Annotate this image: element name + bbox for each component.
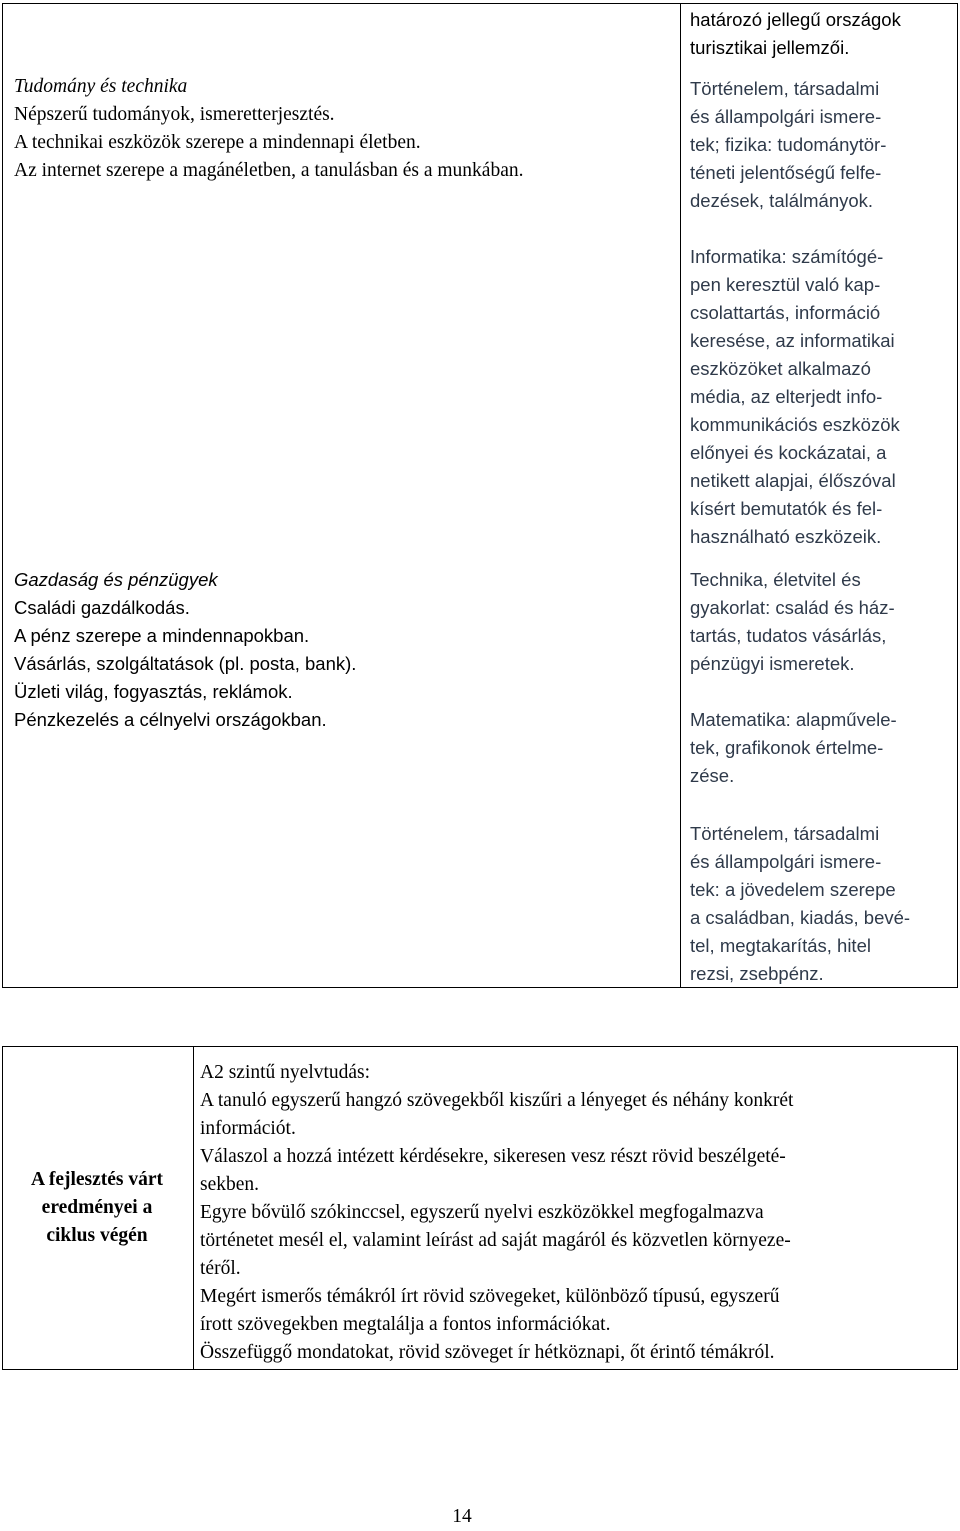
outcome-line: Egyre bővülő szókinccsel, egyszerű nyelvi eszközökkel megfogalmazva xyxy=(200,1202,764,1223)
topic-line: Üzleti világ, fogyasztás, reklámok. xyxy=(14,681,293,702)
crosslink-line: netikett alapjai, élőszóval xyxy=(690,470,896,491)
crosslink-line: tek: a jövedelem szerepe xyxy=(690,879,896,900)
outcome-line: Megért ismerős témákról írt rövid szövegeket, különböző típusú, egyszerű xyxy=(200,1286,780,1307)
outcomes-label-line: ciklus végén xyxy=(46,1225,148,1246)
outcomes-column-divider xyxy=(193,1046,194,1370)
topic-line: Pénzkezelés a célnyelvi országokban. xyxy=(14,709,327,730)
crosslink-line: kommunikációs eszközök xyxy=(690,414,900,435)
crosslink-history-science xyxy=(690,75,886,215)
crosslink-line: zése. xyxy=(690,765,735,786)
table-column-divider xyxy=(680,3,681,988)
crosslink-line: tel, megtakarítás, hitel xyxy=(690,935,871,956)
outcome-line: Összefüggő mondatokat, rövid szöveget ír hétköznapi, őt érintő témákról. xyxy=(200,1342,775,1363)
crosslink-line: turisztikai jellemzői. xyxy=(690,37,850,58)
outcome-line: A tanuló egyszerű hangzó szövegekből kiszűri a lényeget és néhány konkrét xyxy=(200,1090,794,1111)
outcome-line: sekben. xyxy=(200,1174,260,1195)
crosslink-line: téneti jelentőségű felfe- xyxy=(690,162,882,183)
crosslink-line: Történelem, társadalmi xyxy=(690,78,880,99)
crosslink-line: pénzügyi ismeretek. xyxy=(690,653,855,674)
topic-line: A pénz szerepe a mindennapokban. xyxy=(14,625,310,646)
crosslink-line: rezsi, zsebpénz. xyxy=(690,963,824,984)
topic-technology xyxy=(14,73,523,185)
crosslink-line: tek; fizika: tudománytör- xyxy=(690,134,887,155)
crosslink-line: előnyei és kockázatai, a xyxy=(690,442,887,463)
crosslink-line: média, az elterjedt info- xyxy=(690,386,883,407)
crosslink-line: kísért bemutatók és fel- xyxy=(690,498,883,519)
outcomes-label-line: A fejlesztés várt xyxy=(30,1169,164,1190)
topic-line: Népszerű tudományok, ismeretterjesztés. xyxy=(14,104,335,125)
crosslink-line: Matematika: alapművele- xyxy=(690,709,897,730)
crosslink-line: tek, grafikonok értelme- xyxy=(690,737,884,758)
crosslink-line: határozó jellegű országok xyxy=(690,9,901,30)
topic-line: A technikai eszközök szerepe a mindennapi életben. xyxy=(14,132,421,153)
crosslink-line: gyakorlat: család és ház- xyxy=(690,597,895,618)
outcomes-label xyxy=(4,1166,190,1250)
outcomes-label-line: eredményei a xyxy=(41,1197,153,1218)
topic-line: Vásárlás, szolgáltatások (pl. posta, bank). xyxy=(14,653,357,674)
crosslink-history-income xyxy=(690,820,910,988)
topic-line: Családi gazdálkodás. xyxy=(14,597,190,618)
outcome-line: A2 szintű nyelvtudás: xyxy=(200,1062,371,1083)
crosslink-line: Informatika: számítógé- xyxy=(690,246,884,267)
topic-economy xyxy=(14,566,356,734)
topic-line: Az internet szerepe a magánéletben, a tanulásban és a munkában. xyxy=(14,160,524,181)
topic-heading: Gazdaság és pénzügyek xyxy=(14,569,218,590)
crosslink-line: Technika, életvitel és xyxy=(690,569,861,590)
crosslink-line: pen keresztül való kap- xyxy=(690,274,881,295)
crosslink-line: a családban, kiadás, bevé- xyxy=(690,907,911,928)
outcome-line: téről. xyxy=(200,1258,241,1279)
outcome-line: történetet mesél el, valamint leírást ad saját magáról és közvetlen környeze- xyxy=(200,1230,791,1251)
crosslink-geography xyxy=(690,6,901,62)
crosslink-line: és állampolgári ismere- xyxy=(690,851,882,872)
crosslink-line: használható eszközeik. xyxy=(690,526,882,547)
outcome-line: írott szövegekben megtalálja a fontos információkat. xyxy=(200,1314,611,1335)
crosslink-line: tartás, tudatos vásárlás, xyxy=(690,625,887,646)
crosslink-technics xyxy=(690,566,895,678)
crosslink-line: eszközöket alkalmazó xyxy=(690,358,871,379)
page-number: 14 xyxy=(452,1506,472,1527)
crosslink-line: csolattartás, információ xyxy=(690,302,881,323)
crosslink-math xyxy=(690,706,897,790)
topic-heading: Tudomány és technika xyxy=(14,76,188,97)
outcome-line: információt. xyxy=(200,1118,296,1139)
crosslink-line: keresése, az informatikai xyxy=(690,330,895,351)
crosslink-informatics xyxy=(690,243,900,551)
crosslink-line: és állampolgári ismere- xyxy=(690,106,882,127)
crosslink-line: Történelem, társadalmi xyxy=(690,823,880,844)
outcomes-content xyxy=(200,1059,952,1367)
outcome-line: Válaszol a hozzá intézett kérdésekre, sikeresen vesz részt rövid beszélgeté- xyxy=(200,1146,786,1167)
crosslink-line: dezések, találmányok. xyxy=(690,190,874,211)
